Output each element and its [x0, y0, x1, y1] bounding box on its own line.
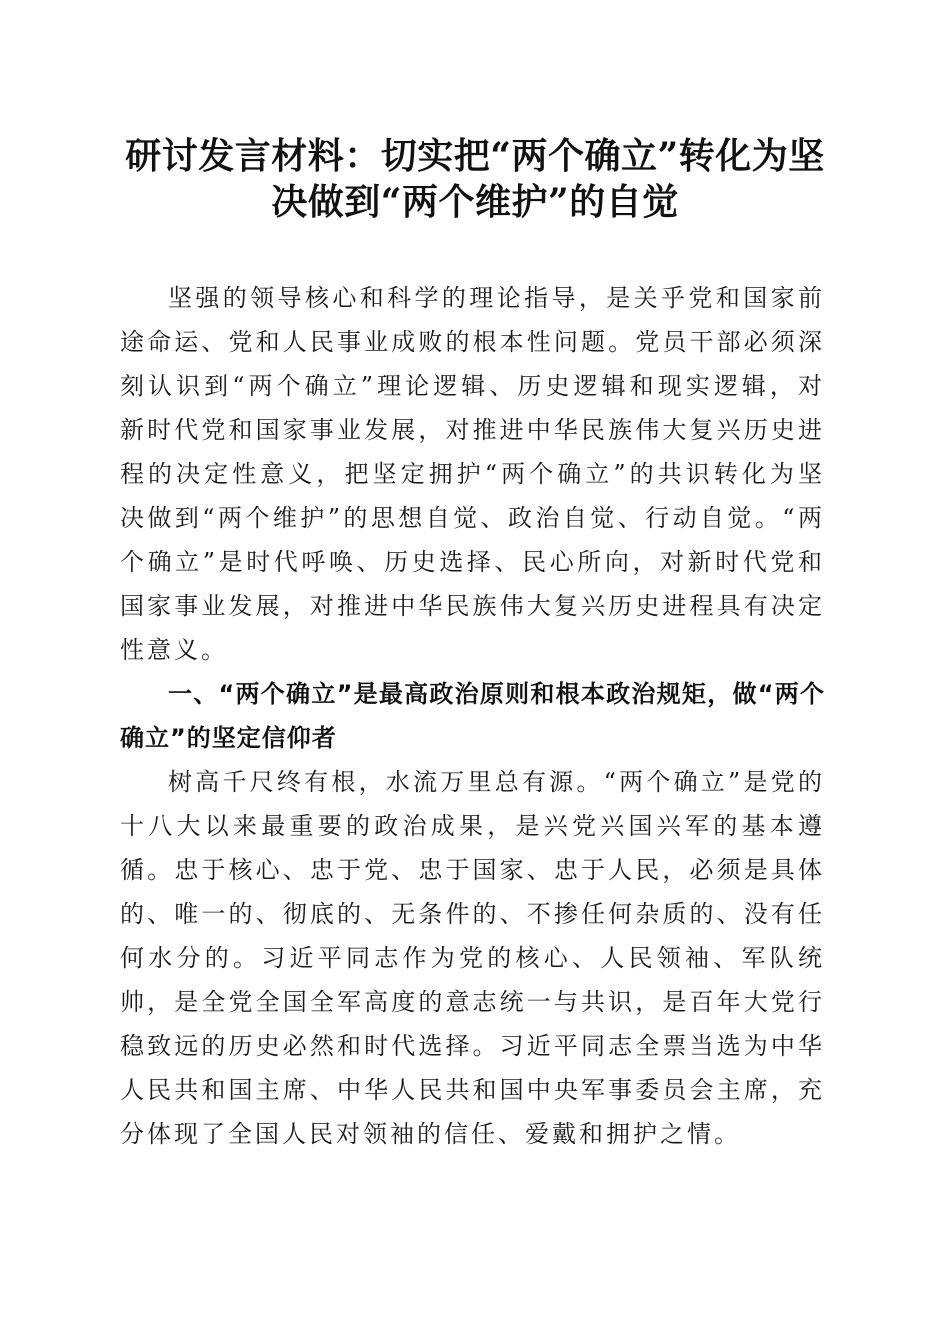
title-line-2: 决做到“两个维护”的自觉 [271, 181, 679, 223]
section-1-paragraph: 树高千尺终有根，水流万里总有源。“两个确立”是党的十八大以来最重要的政治成果，是兴党兴国兴军的基本遵循。忠于核心、忠于党、忠于国家、忠于人民，必须是具体的、唯一的、彻底的、无条件的、不掺任何杂质的、没有任何水分的。习近平同志作为党的核心、人民领袖、军队统帅，是全党全国全军高度的意志统一与共识，是百年大党行稳致远的历史必然和时代选择。习近平同志全票当选为中华人民共和国主席、中华人民共和国中央军事委员会主席，充分体现了全国人民对领袖的信任、爱戴和拥护之情。 [120, 768, 825, 1148]
section-heading-1: 一、“两个确立”是最高政治原则和根本政治规矩，做“两个确立”的坚定信仰者 [120, 680, 825, 752]
document-title [100, 133, 850, 225]
title-line-1: 研讨发言材料：切实把“两个确立”转化为坚 [125, 135, 825, 177]
document-body [120, 276, 825, 1156]
intro-paragraph: 坚强的领导核心和科学的理论指导，是关乎党和国家前途命运、党和人民事业成败的根本性问题。党员干部必须深刻认识到“两个确立”理论逻辑、历史逻辑和现实逻辑，对新时代党和国家事业发展，对推进中华民族伟大复兴历史进程的决定性意义，把坚定拥护“两个确立”的共识转化为坚决做到“两个维护”的思想自觉、政治自觉、行动自觉。“两个确立”是时代呼唤、历史选择、民心所向，对新时代党和国家事业发展，对推进中华民族伟大复兴历史进程具有决定性意义。 [120, 284, 825, 664]
